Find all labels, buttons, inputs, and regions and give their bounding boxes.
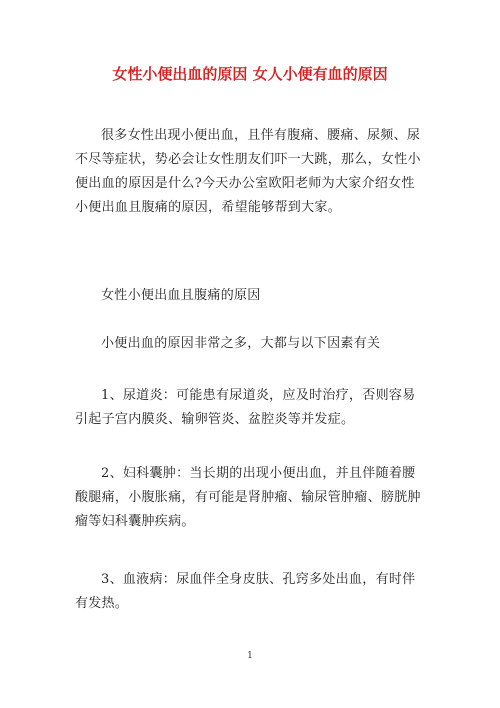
cause-item-blood-disease: 3、血液病：尿血伴全身皮肤、孔窍多处出血，有时伴有发热。	[75, 572, 416, 611]
cause-item-cyst: 2、妇科囊肿：当长期的出现小便出血，并且伴随着腰酸腿痛，小腹胀痛，有可能是肾肿瘤、输尿管肿瘤、膀胱肿瘤等妇科囊肿疾病。	[75, 466, 421, 529]
section-subheading: 女性小便出血且腹痛的原因	[101, 288, 261, 303]
intro-paragraph: 很多女性出现小便出血，且伴有腹痛、腰痛、尿频、尿不尽等症状，势必会让女性朋友们吓一大跳，那么，女性小便出血的原因是什么?今天办公室欧阳老师为大家介绍女性小便出血且腹痛的原因，希望能够帮到大家。	[75, 128, 421, 215]
page-number: 1	[247, 651, 253, 661]
causes-intro-paragraph: 小便出血的原因非常之多，大都与以下因素有关	[101, 336, 381, 351]
document-title: 女性小便出血的原因 女人小便有血的原因	[112, 65, 388, 83]
cause-item-urethritis: 1、尿道炎：可能患有尿道炎，应及时治疗，否则容易引起子宫内膜炎、输卵管炎、盆腔炎等并发症。	[75, 388, 416, 427]
